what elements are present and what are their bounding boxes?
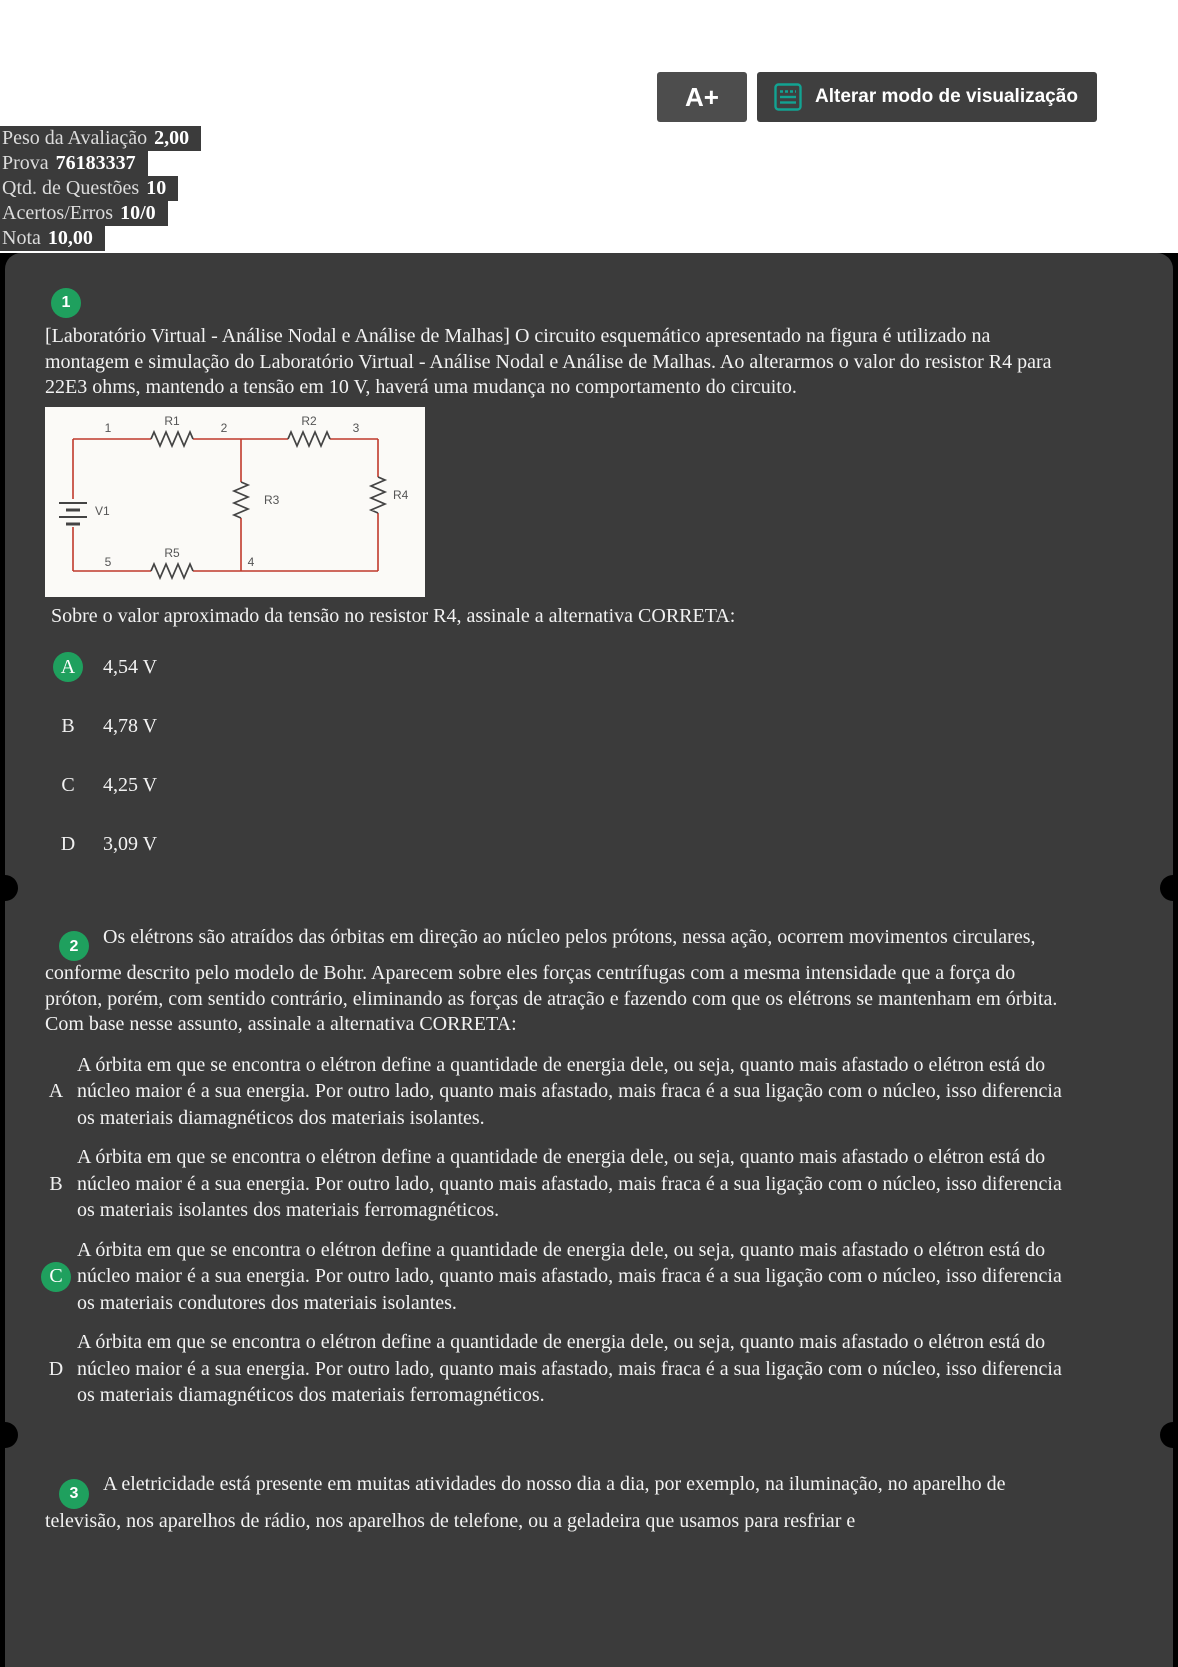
option-c[interactable]	[45, 756, 1133, 815]
question-prompt: Sobre o valor aproximado da tensão no resistor R4, assinale a alternativa CORRETA:	[51, 604, 736, 627]
summary-label: Nota	[2, 227, 41, 249]
node-label-4: 4	[247, 554, 255, 569]
option-letter-correct: C	[41, 1262, 71, 1292]
summary-row-acertos	[0, 201, 168, 226]
option-letter: B	[49, 1172, 63, 1195]
option-b[interactable]	[45, 697, 1133, 756]
node-label-3: 3	[352, 420, 360, 435]
question-number-badge: 1	[51, 288, 81, 318]
summary-label: Peso da Avaliação	[2, 127, 148, 149]
resistor-label-r4: R4	[393, 487, 409, 502]
summary-label: Prova	[2, 152, 49, 174]
option-d[interactable]	[45, 815, 1133, 874]
view-mode-button[interactable]	[757, 72, 1097, 122]
option-text: A órbita em que se encontra o elétron define a quantidade de energia dele, ou seja, quanto mais afastado o elétron está do núcleo maior é a sua energia. Por outro lado, quanto mais afastado, mais fraca é a sua ligação com o núcleo, isso diferencia os materiais condutores dos materiais isolantes.	[77, 1238, 1062, 1314]
question-3	[5, 1472, 1173, 1534]
question-text	[45, 925, 1075, 1038]
option-letter: C	[61, 773, 75, 796]
summary-row-peso	[0, 126, 201, 151]
exam-summary	[0, 126, 201, 251]
option-text: 3,09 V	[103, 832, 158, 855]
option-text: A órbita em que se encontra o elétron define a quantidade de energia dele, ou seja, quanto mais afastado o elétron está do núcleo maior é a sua energia. Por outro lado, quanto mais afastado, mais fraca é a sua ligação com o núcleo, isso diferencia os materiais diamagnéticos dos materiais ferromagnéticos.	[77, 1331, 1062, 1407]
option-d[interactable]	[45, 1329, 1133, 1409]
option-text: 4,78 V	[103, 714, 158, 737]
questions-card	[5, 253, 1173, 1667]
option-text: A órbita em que se encontra o elétron define a quantidade de energia dele, ou seja, quanto mais afastado o elétron está do núcleo maior é a sua energia. Por outro lado, quanto mais afastado, mais fraca é a sua ligação com o núcleo, isso diferencia os materiais isolantes dos materiais ferromagnéticos.	[77, 1146, 1062, 1222]
question-text: [Laboratório Virtual - Análise Nodal e Análise de Malhas] O circuito esquemático apresentado na figura é utilizado na montagem e simulação do Laboratório Virtual - Análise Nodal e Análise de Malhas. Ao alterarmos o valor do resistor R4 para 22E3 ohms, mantendo a tensão em 10 V, haverá uma mudança no comportamento do circuito.	[45, 325, 1052, 398]
summary-label: Acertos/Erros	[2, 202, 114, 224]
resistor-label-r3: R3	[264, 492, 280, 507]
option-letter: D	[48, 1357, 64, 1380]
question-2-options	[45, 1052, 1133, 1435]
summary-value: 2,00	[154, 127, 190, 149]
option-letter: D	[60, 832, 76, 855]
option-text: 4,54 V	[103, 655, 158, 678]
summary-label: Qtd. de Questões	[2, 177, 140, 199]
option-letter-correct: A	[53, 652, 83, 682]
font-size-button[interactable]: A+	[657, 72, 747, 122]
view-mode-label: Alterar modo de visualização	[815, 86, 1078, 107]
summary-row-prova	[0, 151, 148, 176]
option-letter: B	[61, 714, 75, 737]
summary-row-questoes	[0, 176, 178, 201]
option-b[interactable]	[45, 1144, 1133, 1224]
summary-value: 10,00	[47, 227, 93, 249]
question-text-body: Os elétrons são atraídos das órbitas em direção ao núcleo pelos prótons, nessa ação, ocorrem movimentos circulares, conforme descrito pelo modelo de Bohr. Aparecem sobre eles forças centrífugas com a mesma intensidade que a força do próton, porém, com sentido contrário, eliminando as forças de atração e fazendo com que os elétrons se mantenham em órbita. Com base nesse assunto, assinale a alternativa CORRETA:	[45, 925, 1058, 1036]
source-label-v1: V1	[95, 503, 110, 518]
option-letter: A	[48, 1080, 64, 1102]
resistor-label-r2: R2	[301, 413, 317, 428]
option-a[interactable]	[45, 638, 1133, 697]
summary-row-nota	[0, 226, 105, 251]
view-mode-icon	[773, 82, 803, 112]
question-text-body: A eletricidade está presente em muitas atividades do nosso dia a dia, por exemplo, na iluminação, no aparelho de televisão, nos aparelhos de rádio, nos aparelhos de telefone, ou a geladeira que usamos para resfriar e	[45, 1472, 1006, 1532]
question-1	[5, 288, 1173, 888]
option-c[interactable]	[45, 1237, 1133, 1317]
question-number-badge: 2	[59, 931, 89, 961]
summary-value: 10	[146, 177, 167, 199]
option-text: A órbita em que se encontra o elétron define a quantidade de energia dele, ou seja, quanto mais afastado o elétron está do núcleo maior é a sua energia. Por outro lado, quanto mais afastado, mais fraca é a sua ligação com o núcleo, isso diferencia os materiais diamagnéticos dos materiais isolantes.	[77, 1053, 1062, 1129]
resistor-label-r1: R1	[164, 413, 180, 428]
node-label-1: 1	[104, 420, 112, 435]
top-bar	[0, 0, 1178, 253]
node-label-5: 5	[104, 554, 112, 569]
question-text	[45, 1472, 1075, 1534]
question-2	[5, 925, 1173, 1435]
option-text: 4,25 V	[103, 773, 158, 796]
summary-value: 10/0	[120, 202, 156, 224]
question-1-options	[45, 638, 1133, 888]
option-a[interactable]	[45, 1052, 1133, 1132]
circuit-image	[45, 407, 425, 597]
resistor-label-r5: R5	[164, 545, 180, 560]
question-number-badge: 3	[59, 1479, 89, 1509]
summary-value: 76183337	[55, 152, 136, 174]
node-label-2: 2	[220, 420, 228, 435]
